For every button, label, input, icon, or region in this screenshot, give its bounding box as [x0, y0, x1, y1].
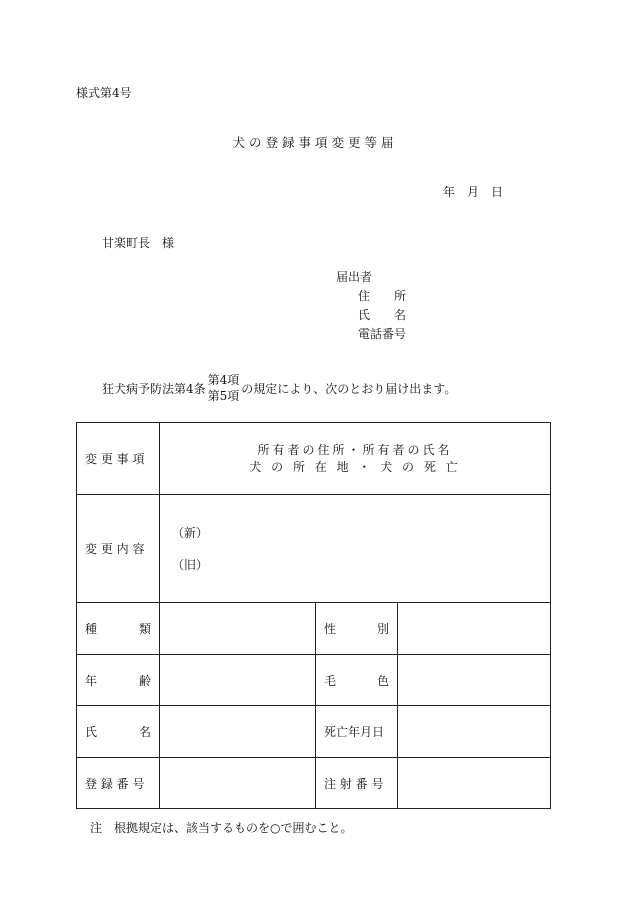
table-row	[77, 706, 551, 758]
change-item-label: 変 更 事 項	[77, 423, 160, 495]
sex-field[interactable]	[398, 603, 551, 655]
registration-number-label: 登 録 番 号	[77, 758, 160, 809]
coat-color-field[interactable]	[398, 655, 551, 706]
change-item-options[interactable]	[160, 423, 551, 495]
legal-basis	[102, 372, 456, 404]
injection-number-field[interactable]	[398, 758, 551, 809]
form-number: 様式第4号	[76, 86, 132, 100]
basis-clause-b: 第5項	[207, 389, 240, 403]
registration-number-field[interactable]	[160, 758, 316, 809]
basis-prefix: 狂犬病予防法第4条	[102, 381, 206, 396]
table-row	[77, 758, 551, 809]
table-row	[77, 655, 551, 706]
new-value-label: （新）	[172, 525, 209, 540]
injection-number-label: 注 射 番 号	[316, 758, 398, 809]
breed-label: 種 類	[77, 603, 160, 655]
notification-table	[76, 422, 551, 809]
footnote: 注 根拠規定は、該当するものを○で囲むこと。	[90, 821, 353, 835]
table-row	[77, 495, 551, 603]
document-title: 犬の登録事項変更等届	[232, 135, 398, 150]
dog-name-label: 氏 名	[77, 706, 160, 758]
dog-name-field[interactable]	[160, 706, 316, 758]
basis-suffix: の規定により、次のとおり届け出ます。	[241, 381, 457, 396]
basis-clause-a: 第4項	[207, 373, 240, 387]
change-item-option-line2: 犬 の 所 在 地 ・ 犬 の 死 亡	[249, 459, 461, 474]
age-field[interactable]	[160, 655, 316, 706]
old-value-label: （旧）	[172, 557, 209, 572]
change-content-label: 変 更 内 容	[77, 495, 160, 603]
breed-field[interactable]	[160, 603, 316, 655]
applicant-name-label: 氏 名	[358, 308, 407, 322]
sex-label: 性 別	[316, 603, 398, 655]
basis-clause-options	[208, 372, 240, 404]
date-line: 年 月 日	[443, 185, 504, 199]
applicant-label: 届出者	[336, 270, 373, 284]
table-row	[77, 603, 551, 655]
change-content-cell[interactable]	[160, 495, 551, 603]
age-label: 年 齢	[77, 655, 160, 706]
addressee: 甘楽町長 様	[102, 236, 175, 250]
death-date-field[interactable]	[398, 706, 551, 758]
coat-color-label: 毛 色	[316, 655, 398, 706]
applicant-phone-label: 電話番号	[358, 327, 407, 341]
change-item-option-line1: 所有者の住所・所有者の氏名	[257, 442, 453, 457]
death-date-label: 死亡年月日	[316, 706, 398, 758]
table-row	[77, 423, 551, 495]
applicant-address-label: 住 所	[358, 289, 407, 303]
